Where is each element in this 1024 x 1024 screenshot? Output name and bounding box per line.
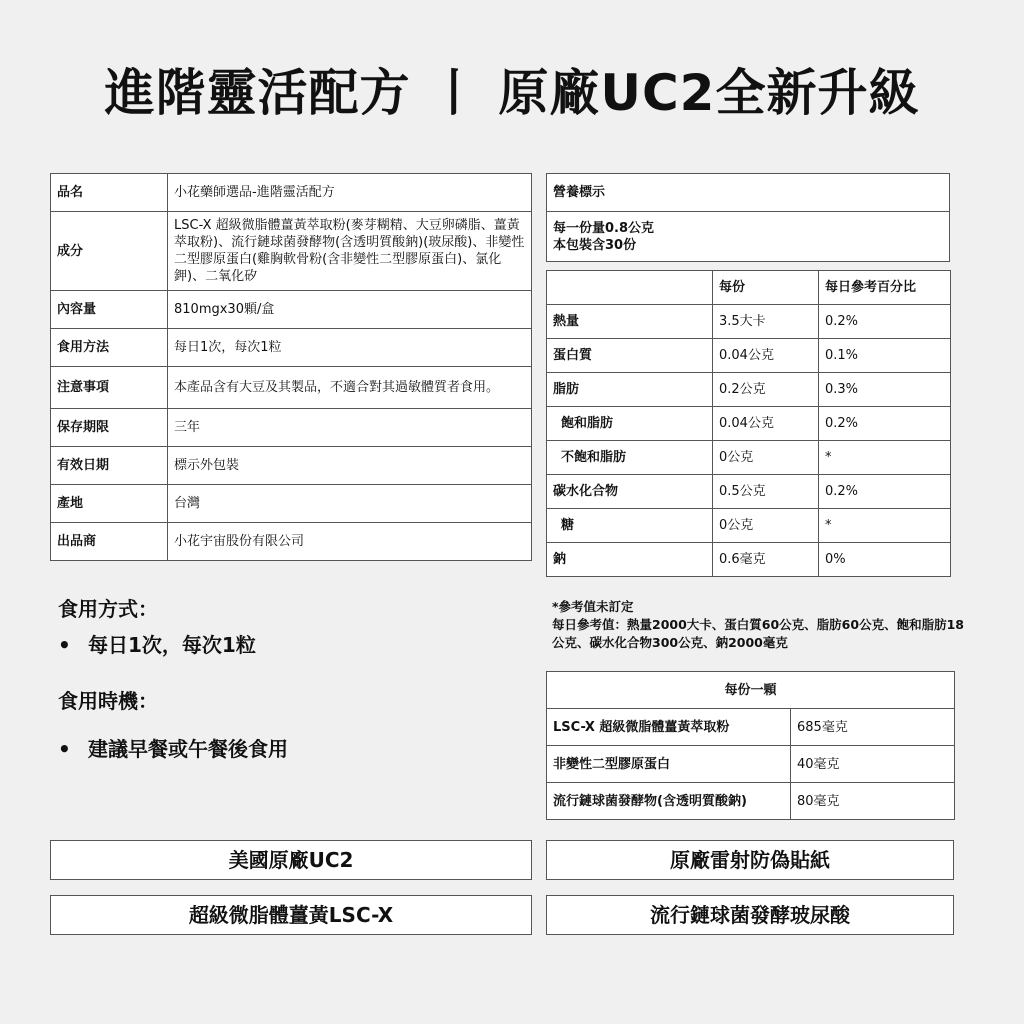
method-text: 每日1次，每次1粒 bbox=[88, 633, 256, 657]
table-row bbox=[547, 509, 951, 543]
nutrient-name: 碳水化合物 bbox=[547, 475, 713, 509]
nutrient-name: 脂肪 bbox=[547, 373, 713, 407]
nutrient-amount: 0.2公克 bbox=[713, 373, 819, 407]
nutrient-daily: 0.1% bbox=[819, 339, 951, 373]
ingredient-name: 流行鏈球菌發酵物(含透明質酸鈉) bbox=[547, 783, 791, 820]
row-label: 出品商 bbox=[51, 523, 168, 561]
row-label: 有效日期 bbox=[51, 447, 168, 485]
column-header-per-serving: 每份 bbox=[713, 271, 819, 305]
table-row bbox=[547, 746, 955, 783]
ingredient-amount: 80毫克 bbox=[791, 783, 955, 820]
nutrient-amount: 0.04公克 bbox=[713, 407, 819, 441]
nutrient-amount: 0公克 bbox=[713, 441, 819, 475]
table-row bbox=[547, 475, 951, 509]
badge-uc2: 美國原廠UC2 bbox=[50, 840, 532, 880]
nutrient-amount: 0公克 bbox=[713, 509, 819, 543]
table-row bbox=[51, 523, 532, 561]
timing-text: 建議早餐或午餐後食用 bbox=[88, 737, 288, 761]
nutrient-daily: 0.2% bbox=[819, 305, 951, 339]
ingredient-table bbox=[546, 671, 955, 820]
nutrition-header-table bbox=[546, 173, 950, 262]
table-row bbox=[547, 271, 951, 305]
list-item bbox=[58, 628, 518, 662]
row-label: 品名 bbox=[51, 174, 168, 212]
row-value: 小花藥師選品-進階靈活配方 bbox=[168, 174, 532, 212]
nutrient-amount: 0.5公克 bbox=[713, 475, 819, 509]
table-row bbox=[547, 543, 951, 577]
product-info-table bbox=[50, 173, 532, 561]
row-value: 每日1次，每次1粒 bbox=[168, 329, 532, 367]
servings-per-package: 本包裝含30份 bbox=[553, 237, 637, 253]
table-row bbox=[547, 672, 955, 709]
nutrient-name: 鈉 bbox=[547, 543, 713, 577]
bullet-icon: • bbox=[58, 633, 71, 657]
nutrient-amount: 3.5大卡 bbox=[713, 305, 819, 339]
ingredient-amount: 685毫克 bbox=[791, 709, 955, 746]
nutrition-footnote bbox=[552, 598, 972, 652]
nutrient-name: 蛋白質 bbox=[547, 339, 713, 373]
ingredient-table-header: 每份一顆 bbox=[547, 672, 955, 709]
row-value: 本產品含有大豆及其製品，不適合對其過敏體質者食用。 bbox=[168, 367, 532, 409]
page-title: 進階靈活配方 丨 原廠UC2全新升級 bbox=[104, 64, 920, 122]
row-label: 保存期限 bbox=[51, 409, 168, 447]
row-value: 標示外包裝 bbox=[168, 447, 532, 485]
table-row bbox=[51, 174, 532, 212]
column-header-daily-value: 每日參考百分比 bbox=[819, 271, 951, 305]
nutrient-name: 不飽和脂肪 bbox=[547, 441, 713, 475]
ingredient-name: 非變性二型膠原蛋白 bbox=[547, 746, 791, 783]
list-item bbox=[58, 732, 518, 766]
row-value: 810mgx30顆/盒 bbox=[168, 291, 532, 329]
table-row bbox=[547, 441, 951, 475]
row-value: 小花宇宙股份有限公司 bbox=[168, 523, 532, 561]
nutrient-daily: 0.2% bbox=[819, 475, 951, 509]
row-value: 台灣 bbox=[168, 485, 532, 523]
table-row bbox=[51, 485, 532, 523]
nutrient-daily: * bbox=[819, 441, 951, 475]
row-value: 三年 bbox=[168, 409, 532, 447]
table-row bbox=[51, 291, 532, 329]
nutrient-amount: 0.6毫克 bbox=[713, 543, 819, 577]
serving-size: 每一份量0.8公克 bbox=[553, 220, 655, 236]
usage-instructions bbox=[58, 592, 518, 766]
nutrient-name: 糖 bbox=[547, 509, 713, 543]
row-label: 產地 bbox=[51, 485, 168, 523]
table-row bbox=[547, 339, 951, 373]
table-row bbox=[547, 305, 951, 339]
badge-anti-counterfeit: 原廠雷射防偽貼紙 bbox=[546, 840, 954, 880]
serving-info bbox=[547, 212, 950, 262]
table-row bbox=[547, 373, 951, 407]
table-row bbox=[51, 212, 532, 291]
row-label: 成分 bbox=[51, 212, 168, 291]
table-row bbox=[547, 709, 955, 746]
nutrient-daily: 0.3% bbox=[819, 373, 951, 407]
ingredient-name: LSC-X 超級微脂體薑黃萃取粉 bbox=[547, 709, 791, 746]
row-value: LSC-X 超級微脂體薑黃萃取粉(麥芽糊精、大豆卵磷脂、薑黃萃取粉)、流行鏈球菌發酵物(含透明質酸鈉)(玻尿酸)、非變性二型膠原蛋白(雞胸軟骨粉(含非變性二型膠原蛋白)、氯化鉀)、二氧化矽 bbox=[168, 212, 532, 291]
nutrient-amount: 0.04公克 bbox=[713, 339, 819, 373]
timing-heading: 食用時機： bbox=[58, 689, 158, 713]
nutrition-heading: 營養標示 bbox=[547, 174, 950, 212]
badge-hyaluronic-acid: 流行鏈球菌發酵玻尿酸 bbox=[546, 895, 954, 935]
nutrient-name: 飽和脂肪 bbox=[547, 407, 713, 441]
table-row bbox=[51, 447, 532, 485]
table-row bbox=[547, 783, 955, 820]
bullet-icon: • bbox=[58, 737, 71, 761]
badge-lsc-x: 超級微脂體薑黃LSC-X bbox=[50, 895, 532, 935]
table-row bbox=[51, 409, 532, 447]
table-row bbox=[51, 329, 532, 367]
row-label: 注意事項 bbox=[51, 367, 168, 409]
footnote-reference-values: 每日參考值：熱量2000大卡、蛋白質60公克、脂肪60公克、飽和脂肪18公克、碳水化合物300公克、鈉2000毫克 bbox=[552, 617, 964, 650]
nutrient-name: 熱量 bbox=[547, 305, 713, 339]
nutrient-daily: 0.2% bbox=[819, 407, 951, 441]
nutrition-facts-table bbox=[546, 270, 951, 577]
row-label: 食用方法 bbox=[51, 329, 168, 367]
footnote-not-defined: *參考值未訂定 bbox=[552, 599, 634, 614]
table-row bbox=[547, 407, 951, 441]
ingredient-amount: 40毫克 bbox=[791, 746, 955, 783]
nutrient-daily: * bbox=[819, 509, 951, 543]
nutrient-daily: 0% bbox=[819, 543, 951, 577]
table-row bbox=[51, 367, 532, 409]
row-label: 內容量 bbox=[51, 291, 168, 329]
method-heading: 食用方式： bbox=[58, 597, 158, 621]
